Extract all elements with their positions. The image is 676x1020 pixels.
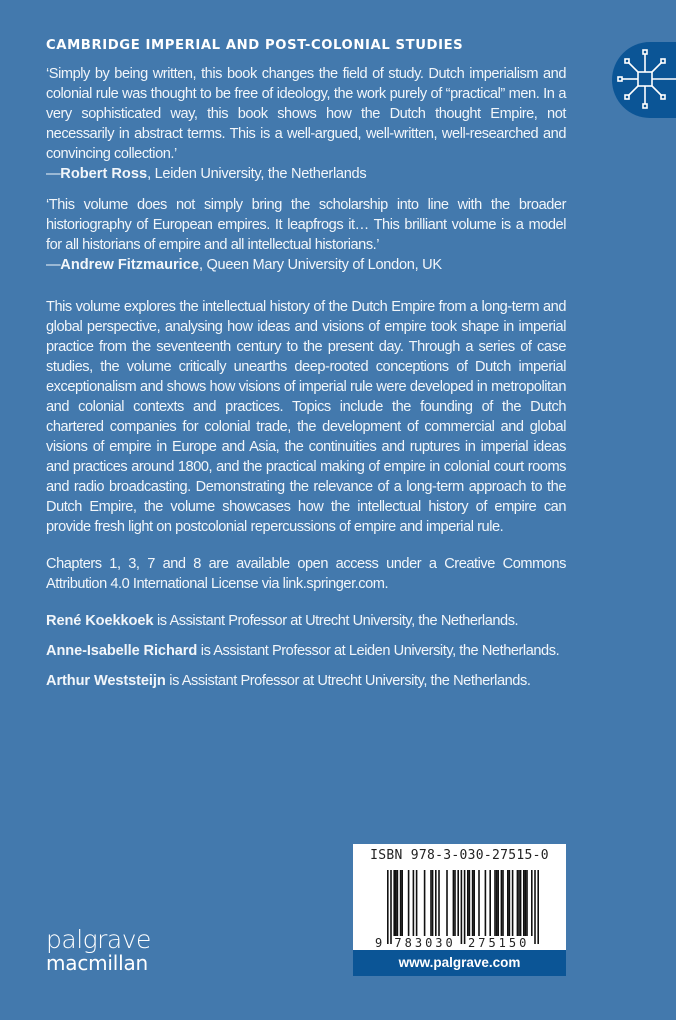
svg-text:275150: 275150 (468, 936, 530, 950)
publisher-logo (46, 925, 151, 975)
endorser-name: Andrew Fitzmaurice (60, 257, 199, 273)
isbn-barcode-box (353, 844, 566, 976)
isbn-label: ISBN 978-3-030-27515-0 (370, 848, 549, 863)
endorsement-attribution-2: —Andrew Fitzmaurice, Queen Mary University of London, UK (46, 257, 442, 273)
publisher-logo-line1: palgrave (46, 925, 151, 954)
cover-text (46, 64, 566, 701)
open-access-note: Chapters 1, 3, 7 and 8 are available open access under a Creative Commons Attribution 4.0 International License via link.springer.com. (46, 556, 566, 592)
editor-name: Arthur Weststeijn (46, 673, 166, 689)
endorsement-quote-2: ‘This volume does not simply bring the scholarship into line with the broader historiography of European empires. It leapfrogs it… This brilliant volume is a model for all historians of empire and all intellectual historians.’ (46, 197, 566, 253)
series-logo-badge (612, 42, 676, 118)
series-title: CAMBRIDGE IMPERIAL AND POST-COLONIAL STUDIES (46, 38, 464, 53)
editor-name: Anne-Isabelle Richard (46, 643, 198, 659)
book-description: This volume explores the intellectual history of the Dutch Empire from a long-term and global perspective, analysing how ideas and visions of empire took shape in imperial practice from the seventeenth century to the present day. Through a series of case studies, the volume critically unearths deep-rooted conceptions of Dutch imperial exceptionalism and shows how visions of imperial rule were developed in metropolitan and colonial contexts and practices. Topics include the founding of the Dutch chartered companies for colonial trade, the development of commercial and global visions of empire in Europe and Asia, the continuities and ruptures in imperial ideas and practices around 1800, and the practical making of empire in colonial court rooms and radio broadcasting. Demonstrating the relevance of a long-term approach to the Dutch Empire, the volume showcases how the intellectual history of empire can provide fresh light on postcolonial repercussions of empire and imperial rule. (46, 299, 566, 535)
editor-bio-3: Arthur Weststeijn is Assistant Professor at Utrecht University, the Netherlands. (46, 673, 531, 689)
network-node-icon (612, 42, 676, 118)
publisher-website[interactable]: www.palgrave.com (353, 950, 566, 976)
editor-bio-1: René Koekkoek is Assistant Professor at Utrecht University, the Netherlands. (46, 613, 519, 629)
publisher-logo-line2: macmillan (46, 951, 149, 975)
editor-bio-2: Anne-Isabelle Richard is Assistant Professor at Leiden University, the Netherlands. (46, 643, 560, 659)
editor-name: René Koekkoek (46, 613, 154, 629)
endorsement-quote-1: ‘Simply by being written, this book changes the field of study. Dutch imperialism and colonial rule was thought to be free of ideology, the work purely of “practical” men. In a very sophisticated way, this book shows how the Dutch thought Empire, not necessarily in abstract terms. This is a well-argued, well-written, well-researched and convincing collection.’ (46, 66, 566, 162)
svg-text:783030: 783030 (394, 936, 456, 950)
barcode-icon (353, 868, 566, 950)
svg-text:9: 9 (375, 936, 386, 950)
endorser-name: Robert Ross (60, 166, 148, 182)
endorsement-attribution-1: —Robert Ross, Leiden University, the Netherlands (46, 166, 367, 182)
